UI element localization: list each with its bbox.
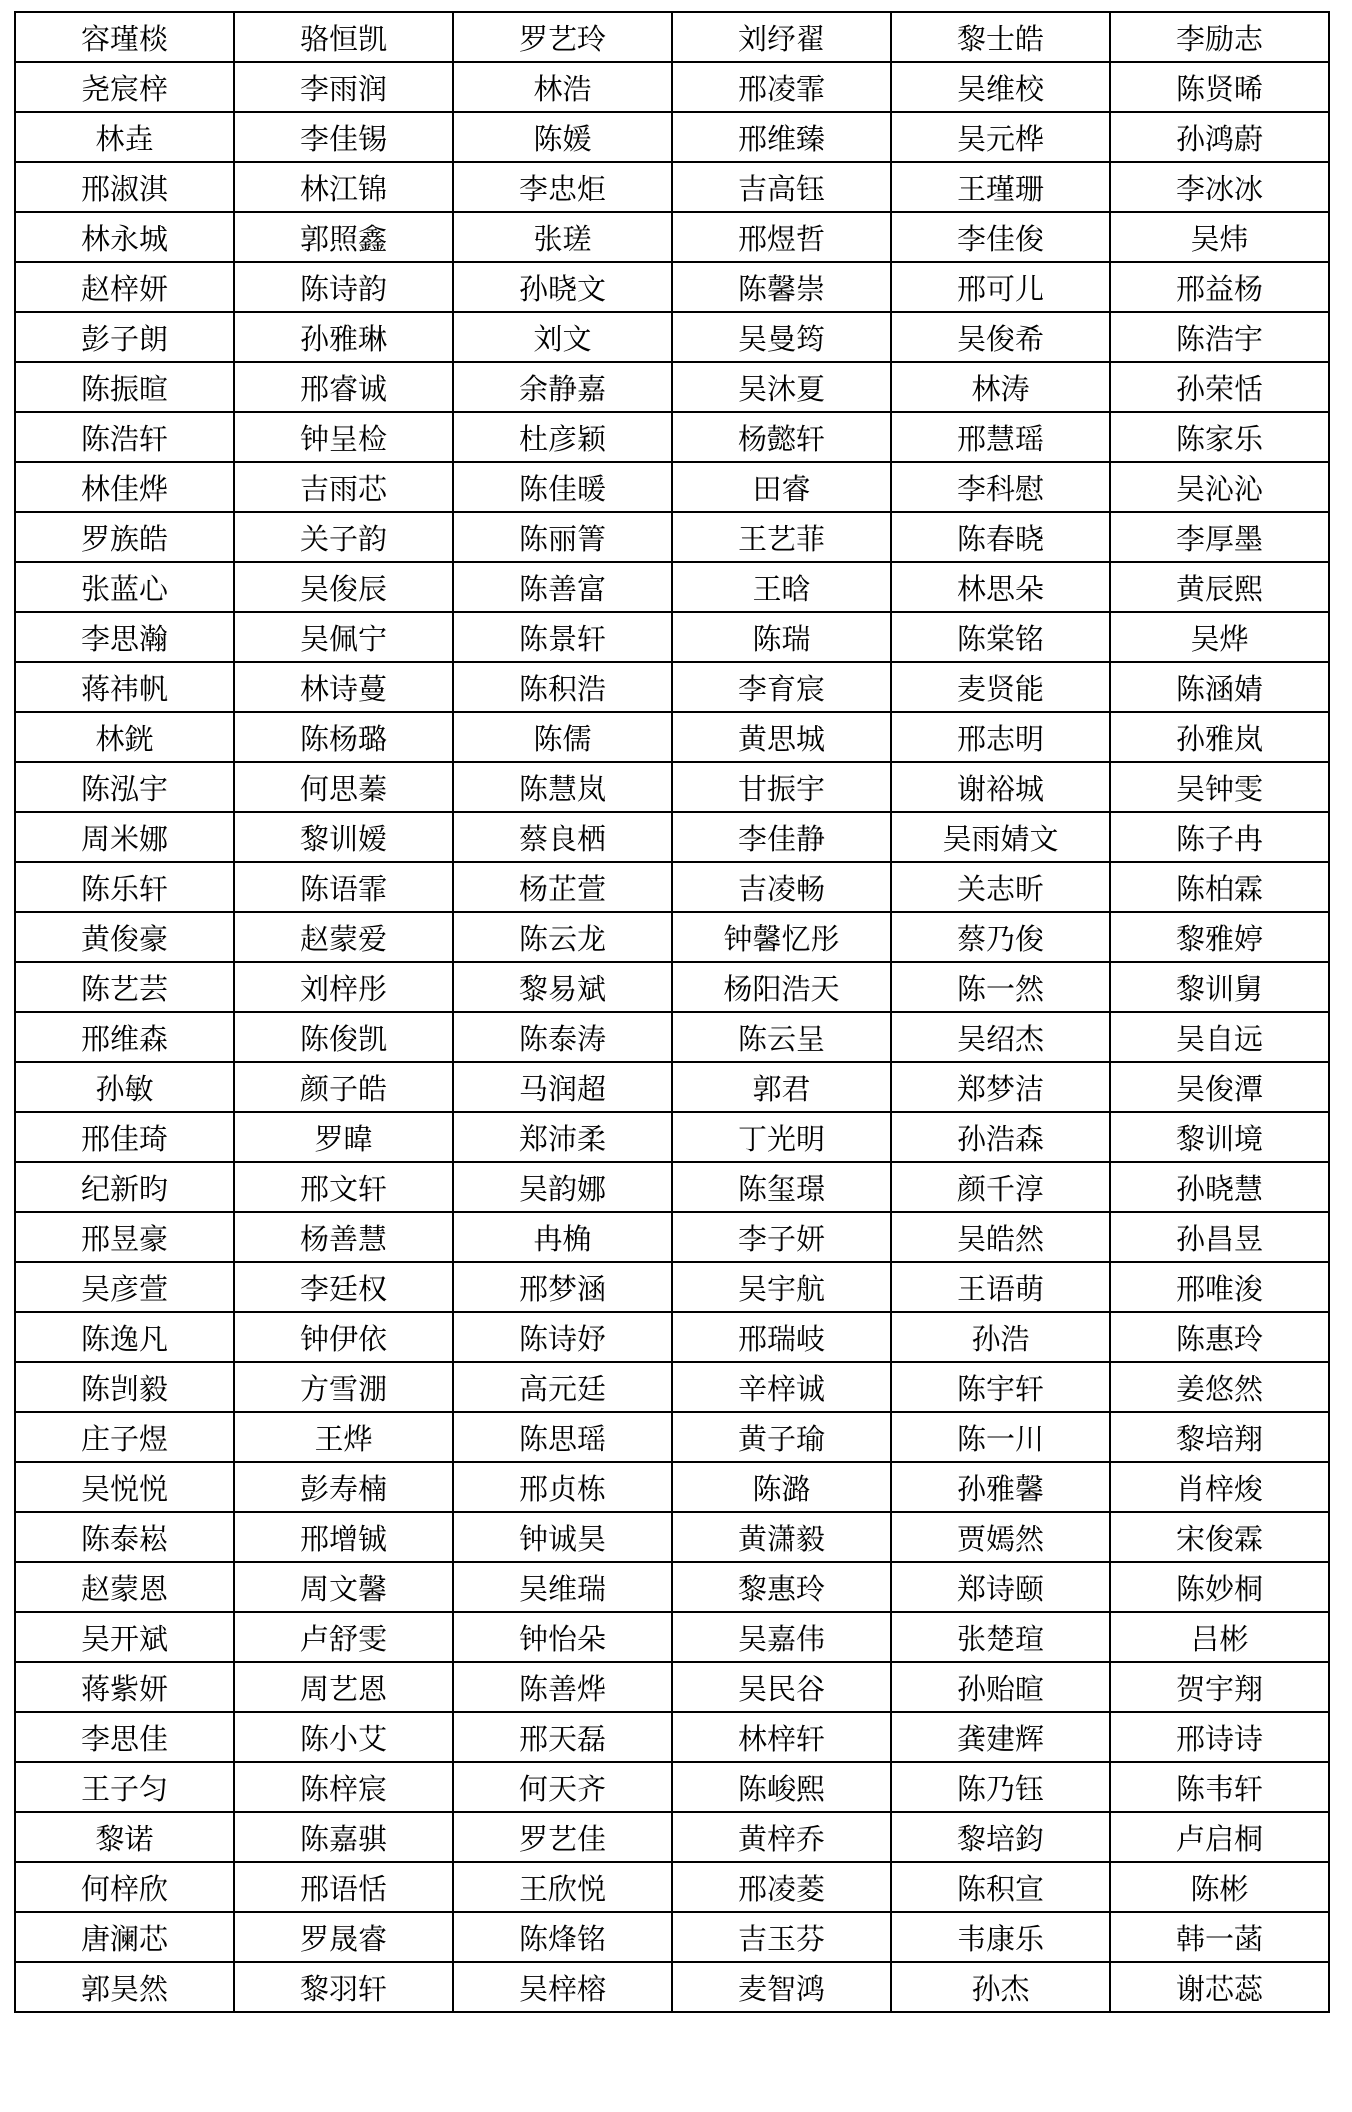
- table-row: [15, 1412, 1329, 1462]
- name-cell: 赵蒙恩: [15, 1562, 234, 1612]
- name-cell: 孙浩森: [891, 1112, 1110, 1162]
- name-cell: 陈景轩: [453, 612, 672, 662]
- name-cell: 陈泰涛: [453, 1012, 672, 1062]
- table-row: [15, 762, 1329, 812]
- table-row: [15, 812, 1329, 862]
- name-cell: 黎诺: [15, 1812, 234, 1862]
- name-cell: 杨阳浩天: [672, 962, 891, 1012]
- name-cell: 陈一然: [891, 962, 1110, 1012]
- name-cell: 罗暐: [234, 1112, 453, 1162]
- table-row: [15, 362, 1329, 412]
- name-cell: 李忠炬: [453, 162, 672, 212]
- table-row: [15, 1212, 1329, 1262]
- name-cell: 陈艺芸: [15, 962, 234, 1012]
- table-row: [15, 412, 1329, 462]
- name-cell: 孙昌昱: [1110, 1212, 1329, 1262]
- name-cell: 林思朵: [891, 562, 1110, 612]
- name-cell: 吴民谷: [672, 1662, 891, 1712]
- name-cell: 卢启桐: [1110, 1812, 1329, 1862]
- name-cell: 陈剀毅: [15, 1362, 234, 1412]
- name-cell: 彭子朗: [15, 312, 234, 362]
- name-cell: 刘梓彤: [234, 962, 453, 1012]
- name-cell: 王艺菲: [672, 512, 891, 562]
- name-cell: 蔡乃俊: [891, 912, 1110, 962]
- name-cell: 陈云呈: [672, 1012, 891, 1062]
- name-cell: 王语萌: [891, 1262, 1110, 1312]
- name-cell: 陈韦轩: [1110, 1762, 1329, 1812]
- name-cell: 邢梦涵: [453, 1262, 672, 1312]
- name-cell: 钟呈检: [234, 412, 453, 462]
- name-cell: 赵梓妍: [15, 262, 234, 312]
- name-cell: 林垚: [15, 112, 234, 162]
- name-cell: 陈潞: [672, 1462, 891, 1512]
- name-cell: 蒋紫妍: [15, 1662, 234, 1712]
- name-cell: 邢诗诗: [1110, 1712, 1329, 1762]
- name-cell: 孙雅馨: [891, 1462, 1110, 1512]
- name-cell: 黎惠玲: [672, 1562, 891, 1612]
- name-cell: 杨善慧: [234, 1212, 453, 1262]
- name-cell: 王瑾珊: [891, 162, 1110, 212]
- name-cell: 郭君: [672, 1062, 891, 1112]
- name-cell: 姜悠然: [1110, 1362, 1329, 1412]
- name-cell: 吴烨: [1110, 612, 1329, 662]
- name-cell: 陈浩宇: [1110, 312, 1329, 362]
- name-cell: 陈善富: [453, 562, 672, 612]
- name-cell: 黄辰熙: [1110, 562, 1329, 612]
- name-cell: 陈馨崇: [672, 262, 891, 312]
- name-cell: 黎士皓: [891, 12, 1110, 62]
- name-cell: 孙晓慧: [1110, 1162, 1329, 1212]
- name-cell: 黄梓乔: [672, 1812, 891, 1862]
- name-cell: 陈宇轩: [891, 1362, 1110, 1412]
- name-cell: 陈柏霖: [1110, 862, 1329, 912]
- name-cell: 邢佳琦: [15, 1112, 234, 1162]
- name-cell: 杨芷萱: [453, 862, 672, 912]
- name-cell: 吴沐夏: [672, 362, 891, 412]
- table-row: [15, 1962, 1329, 2012]
- name-cell: 杜彦颖: [453, 412, 672, 462]
- table-row: [15, 1862, 1329, 1912]
- name-cell: 邢昱豪: [15, 1212, 234, 1262]
- name-cell: 孙荣恬: [1110, 362, 1329, 412]
- name-cell: 吴开斌: [15, 1612, 234, 1662]
- name-cell: 王晗: [672, 562, 891, 612]
- name-cell: 李雨润: [234, 62, 453, 112]
- table-row: [15, 12, 1329, 62]
- name-cell: 张瑳: [453, 212, 672, 262]
- name-cell: 吴彦萱: [15, 1262, 234, 1312]
- name-cell: 陈棠铭: [891, 612, 1110, 662]
- name-cell: 陈诗妤: [453, 1312, 672, 1362]
- name-cell: 何天齐: [453, 1762, 672, 1812]
- table-row: [15, 62, 1329, 112]
- name-cell: 吉凌畅: [672, 862, 891, 912]
- name-cell: 邢唯浚: [1110, 1262, 1329, 1312]
- name-cell: 陈惠玲: [1110, 1312, 1329, 1362]
- name-cell: 林永城: [15, 212, 234, 262]
- name-cell: 陈浩轩: [15, 412, 234, 462]
- name-cell: 周米娜: [15, 812, 234, 862]
- table-row: [15, 1562, 1329, 1612]
- name-cell: 麦贤能: [891, 662, 1110, 712]
- name-cell: 唐澜芯: [15, 1912, 234, 1962]
- name-cell: 容瑾棪: [15, 12, 234, 62]
- name-cell: 陈玺璟: [672, 1162, 891, 1212]
- name-cell: 李佳锡: [234, 112, 453, 162]
- table-row: [15, 1912, 1329, 1962]
- name-cell: 周文馨: [234, 1562, 453, 1612]
- name-cell: 李子妍: [672, 1212, 891, 1262]
- name-cell: 贺宇翔: [1110, 1662, 1329, 1712]
- name-cell: 邢可儿: [891, 262, 1110, 312]
- name-cell: 黄俊豪: [15, 912, 234, 962]
- name-cell: 吴元桦: [891, 112, 1110, 162]
- name-cell: 韦康乐: [891, 1912, 1110, 1962]
- table-row: [15, 1362, 1329, 1412]
- table-row: [15, 1712, 1329, 1762]
- name-cell: 陈杨璐: [234, 712, 453, 762]
- name-cell: 黎羽轩: [234, 1962, 453, 2012]
- name-cell: 黎训境: [1110, 1112, 1329, 1162]
- table-row: [15, 1662, 1329, 1712]
- table-row: [15, 212, 1329, 262]
- name-cell: 钟伊依: [234, 1312, 453, 1362]
- name-cell: 陈彬: [1110, 1862, 1329, 1912]
- name-cell: 杨懿轩: [672, 412, 891, 462]
- name-cell: 邢贞栋: [453, 1462, 672, 1512]
- name-cell: 邢文轩: [234, 1162, 453, 1212]
- name-cell: 彭寿楠: [234, 1462, 453, 1512]
- name-cell: 吴曼筠: [672, 312, 891, 362]
- table-row: [15, 662, 1329, 712]
- name-cell: 罗艺佳: [453, 1812, 672, 1862]
- table-row: [15, 1612, 1329, 1662]
- name-cell: 郭昊然: [15, 1962, 234, 2012]
- name-cell: 黎培鈞: [891, 1812, 1110, 1862]
- name-cell: 钟诚昊: [453, 1512, 672, 1562]
- name-cell: 赵蒙爱: [234, 912, 453, 962]
- name-cell: 陈语霏: [234, 862, 453, 912]
- table-row: [15, 1262, 1329, 1312]
- name-cell: 陈小艾: [234, 1712, 453, 1762]
- name-cell: 高元廷: [453, 1362, 672, 1412]
- name-cell: 陈慧岚: [453, 762, 672, 812]
- name-cell: 李科慰: [891, 462, 1110, 512]
- name-cell: 谢芯蕊: [1110, 1962, 1329, 2012]
- table-row: [15, 1512, 1329, 1562]
- name-cell: 谢裕城: [891, 762, 1110, 812]
- name-cell: 黄潇毅: [672, 1512, 891, 1562]
- table-row: [15, 1312, 1329, 1362]
- name-cell: 何梓欣: [15, 1862, 234, 1912]
- name-cell: 陈儒: [453, 712, 672, 762]
- name-cell: 陈善烨: [453, 1662, 672, 1712]
- name-cell: 刘文: [453, 312, 672, 362]
- name-cell: 陈振暄: [15, 362, 234, 412]
- table-row: [15, 262, 1329, 312]
- name-cell: 孙鸿蔚: [1110, 112, 1329, 162]
- name-cell: 吴悦悦: [15, 1462, 234, 1512]
- name-cell: 陈乃钰: [891, 1762, 1110, 1812]
- table-row: [15, 612, 1329, 662]
- name-cell: 陈家乐: [1110, 412, 1329, 462]
- name-cell: 陈俊凯: [234, 1012, 453, 1062]
- name-cell: 钟馨忆彤: [672, 912, 891, 962]
- name-cell: 尧宸梓: [15, 62, 234, 112]
- name-cell: 邢天磊: [453, 1712, 672, 1762]
- name-cell: 王子匀: [15, 1762, 234, 1812]
- name-cell: 吴佩宁: [234, 612, 453, 662]
- table-row: [15, 112, 1329, 162]
- name-cell: 林浩: [453, 62, 672, 112]
- table-row: [15, 1062, 1329, 1112]
- name-cell: 骆恒凯: [234, 12, 453, 62]
- name-cell: 钟怡朵: [453, 1612, 672, 1662]
- name-cell: 吴俊潭: [1110, 1062, 1329, 1112]
- name-cell: 丁光明: [672, 1112, 891, 1162]
- table-row: [15, 862, 1329, 912]
- name-cell: 田睿: [672, 462, 891, 512]
- name-cell: 林涛: [891, 362, 1110, 412]
- name-cell: 宋俊霖: [1110, 1512, 1329, 1562]
- name-cell: 冉桷: [453, 1212, 672, 1262]
- name-cell: 何思蓁: [234, 762, 453, 812]
- table-row: [15, 162, 1329, 212]
- name-cell: 刘纾翟: [672, 12, 891, 62]
- name-cell: 孙浩: [891, 1312, 1110, 1362]
- name-cell: 孙雅琳: [234, 312, 453, 362]
- name-cell: 郑梦洁: [891, 1062, 1110, 1112]
- name-cell: 林江锦: [234, 162, 453, 212]
- name-cell: 孙杰: [891, 1962, 1110, 2012]
- name-cell: 孙敏: [15, 1062, 234, 1112]
- name-cell: 陈积浩: [453, 662, 672, 712]
- name-cell: 邢增铖: [234, 1512, 453, 1562]
- name-cell: 张蓝心: [15, 562, 234, 612]
- name-cell: 陈云龙: [453, 912, 672, 962]
- name-cell: 陈逸凡: [15, 1312, 234, 1362]
- name-cell: 陈涵婧: [1110, 662, 1329, 712]
- name-cell: 吉玉芬: [672, 1912, 891, 1962]
- name-cell: 李厚墨: [1110, 512, 1329, 562]
- name-cell: 吴维瑞: [453, 1562, 672, 1612]
- name-cell: 吴维校: [891, 62, 1110, 112]
- name-cell: 陈积宣: [891, 1862, 1110, 1912]
- name-cell: 周艺恩: [234, 1662, 453, 1712]
- name-cell: 邢益杨: [1110, 262, 1329, 312]
- name-cell: 黎训嫒: [234, 812, 453, 862]
- name-cell: 李育宸: [672, 662, 891, 712]
- name-cell: 吴嘉伟: [672, 1612, 891, 1662]
- name-cell: 陈媛: [453, 112, 672, 162]
- name-cell: 吴俊辰: [234, 562, 453, 612]
- name-cell: 黄思城: [672, 712, 891, 762]
- name-cell: 余静嘉: [453, 362, 672, 412]
- table-row: [15, 1112, 1329, 1162]
- name-cell: 陈思瑶: [453, 1412, 672, 1462]
- name-cell: 罗晟睿: [234, 1912, 453, 1962]
- name-cell: 吴梓榕: [453, 1962, 672, 2012]
- name-cell: 李思佳: [15, 1712, 234, 1762]
- name-cell: 吴炜: [1110, 212, 1329, 262]
- name-cell: 邢慧瑶: [891, 412, 1110, 462]
- name-cell: 黎易斌: [453, 962, 672, 1012]
- name-cell: 吴宇航: [672, 1262, 891, 1312]
- name-cell: 孙贻暄: [891, 1662, 1110, 1712]
- table-row: [15, 562, 1329, 612]
- name-cell: 李廷权: [234, 1262, 453, 1312]
- name-cell: 孙晓文: [453, 262, 672, 312]
- name-cell: 邢语恬: [234, 1862, 453, 1912]
- name-cell: 郭照鑫: [234, 212, 453, 262]
- name-cell: 李励志: [1110, 12, 1329, 62]
- table-row: [15, 1462, 1329, 1512]
- table-row: [15, 512, 1329, 562]
- name-cell: 吉高钰: [672, 162, 891, 212]
- name-cell: 邢维森: [15, 1012, 234, 1062]
- name-cell: 黎培翔: [1110, 1412, 1329, 1462]
- table-row: [15, 1012, 1329, 1062]
- name-cell: 吉雨芯: [234, 462, 453, 512]
- name-cell: 方雪淜: [234, 1362, 453, 1412]
- name-cell: 陈泰崧: [15, 1512, 234, 1562]
- name-cell: 邢维臻: [672, 112, 891, 162]
- name-table: [14, 11, 1330, 2013]
- table-row: [15, 962, 1329, 1012]
- name-cell: 陈丽箐: [453, 512, 672, 562]
- table-row: [15, 912, 1329, 962]
- name-cell: 吴皓然: [891, 1212, 1110, 1262]
- name-cell: 蒋祎帆: [15, 662, 234, 712]
- name-cell: 吴钟雯: [1110, 762, 1329, 812]
- name-cell: 黎训舅: [1110, 962, 1329, 1012]
- name-cell: 邢淑淇: [15, 162, 234, 212]
- name-cell: 马润超: [453, 1062, 672, 1112]
- table-row: [15, 462, 1329, 512]
- name-cell: 吴自远: [1110, 1012, 1329, 1062]
- name-cell: 张楚瑄: [891, 1612, 1110, 1662]
- name-cell: 邢睿诚: [234, 362, 453, 412]
- name-cell: 孙雅岚: [1110, 712, 1329, 762]
- name-cell: 罗艺玲: [453, 12, 672, 62]
- name-cell: 陈佳暖: [453, 462, 672, 512]
- name-cell: 陈妙桐: [1110, 1562, 1329, 1612]
- table-row: [15, 1162, 1329, 1212]
- name-cell: 王欣悦: [453, 1862, 672, 1912]
- name-cell: 陈子冉: [1110, 812, 1329, 862]
- name-cell: 吴韵娜: [453, 1162, 672, 1212]
- name-cell: 陈贤晞: [1110, 62, 1329, 112]
- name-cell: 林诗蔓: [234, 662, 453, 712]
- table-row: [15, 712, 1329, 762]
- name-cell: 卢舒雯: [234, 1612, 453, 1662]
- name-cell: 邢煜哲: [672, 212, 891, 262]
- name-cell: 陈一川: [891, 1412, 1110, 1462]
- name-cell: 王烨: [234, 1412, 453, 1462]
- name-cell: 颜千淳: [891, 1162, 1110, 1212]
- name-cell: 陈春晓: [891, 512, 1110, 562]
- name-cell: 陈嘉骐: [234, 1812, 453, 1862]
- name-cell: 麦智鸿: [672, 1962, 891, 2012]
- name-cell: 辛梓诚: [672, 1362, 891, 1412]
- name-cell: 吴俊希: [891, 312, 1110, 362]
- name-cell: 陈诗韵: [234, 262, 453, 312]
- name-cell: 李佳静: [672, 812, 891, 862]
- name-cell: 罗族皓: [15, 512, 234, 562]
- name-cell: 陈峻熙: [672, 1762, 891, 1812]
- name-cell: 邢凌菱: [672, 1862, 891, 1912]
- name-cell: 黎雅婷: [1110, 912, 1329, 962]
- name-cell: 甘振宇: [672, 762, 891, 812]
- name-cell: 邢瑞岐: [672, 1312, 891, 1362]
- name-cell: 郑沛柔: [453, 1112, 672, 1162]
- name-cell: 邢志明: [891, 712, 1110, 762]
- name-cell: 李佳俊: [891, 212, 1110, 262]
- table-row: [15, 1812, 1329, 1862]
- name-cell: 陈乐轩: [15, 862, 234, 912]
- name-cell: 陈瑞: [672, 612, 891, 662]
- name-cell: 吴沁沁: [1110, 462, 1329, 512]
- name-cell: 关志昕: [891, 862, 1110, 912]
- name-cell: 陈泓宇: [15, 762, 234, 812]
- name-cell: 蔡良栖: [453, 812, 672, 862]
- name-cell: 邢凌霏: [672, 62, 891, 112]
- name-cell: 林銧: [15, 712, 234, 762]
- name-cell: 林佳烨: [15, 462, 234, 512]
- name-cell: 吴绍杰: [891, 1012, 1110, 1062]
- name-cell: 李思瀚: [15, 612, 234, 662]
- name-cell: 陈梓宸: [234, 1762, 453, 1812]
- name-cell: 吴雨婧文: [891, 812, 1110, 862]
- name-cell: 黄子瑜: [672, 1412, 891, 1462]
- name-cell: 纪新昀: [15, 1162, 234, 1212]
- name-table-body: [15, 12, 1329, 2012]
- name-cell: 肖梓焌: [1110, 1462, 1329, 1512]
- name-cell: 吕彬: [1110, 1612, 1329, 1662]
- name-cell: 郑诗颐: [891, 1562, 1110, 1612]
- name-cell: 林梓轩: [672, 1712, 891, 1762]
- name-cell: 韩一菡: [1110, 1912, 1329, 1962]
- table-row: [15, 312, 1329, 362]
- name-cell: 贾嫣然: [891, 1512, 1110, 1562]
- name-cell: 龚建辉: [891, 1712, 1110, 1762]
- table-row: [15, 1762, 1329, 1812]
- name-cell: 关子韵: [234, 512, 453, 562]
- name-cell: 庄子煜: [15, 1412, 234, 1462]
- name-cell: 李冰冰: [1110, 162, 1329, 212]
- name-cell: 颜子皓: [234, 1062, 453, 1112]
- name-cell: 陈烽铭: [453, 1912, 672, 1962]
